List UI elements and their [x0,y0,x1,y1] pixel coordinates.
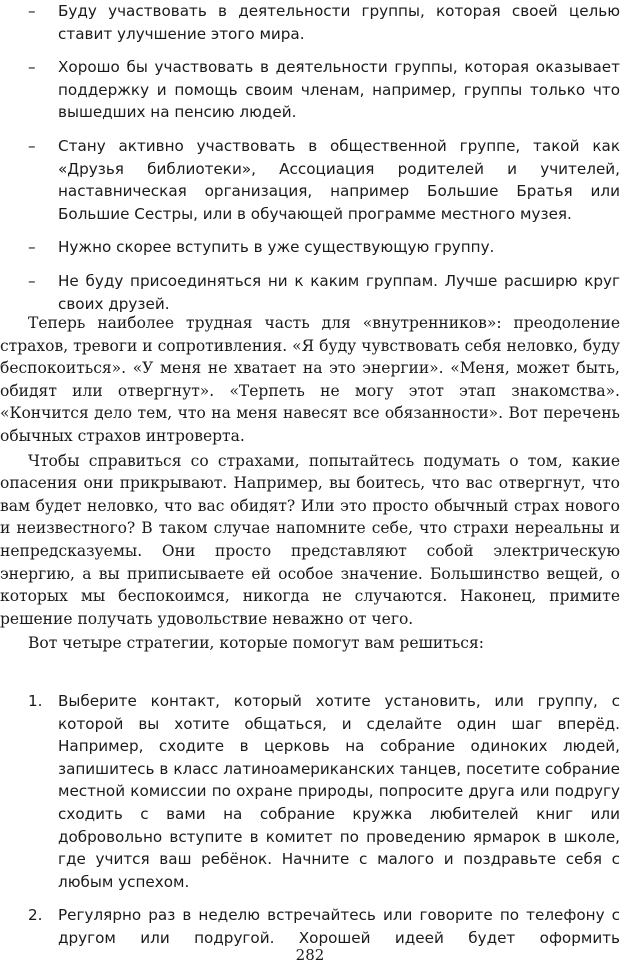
list-item [28,135,620,225]
dash-marker: – [28,238,36,257]
paragraph: Вот четыре стратегии, которые помогут вам решиться: [28,634,484,653]
paragraph: Теперь наиболее трудная часть для «внутренников»: преодоление страхов, тревоги и сопротивления. «Я буду чувствовать себя неловко, буду беспокоиться». «У меня не хватает на это энергии». «Меня, может быть, обидят или отвергнут». «Терпеть не могу этот этап знакомства». «Кончится дело тем, что на меня навесят все обязанности». Вот перечень обычных страхов интроверта. [0,314,620,445]
page-number: 282 [295,946,325,964]
list-item [28,236,620,259]
list-item-text: Нужно скорее вступить в уже существующую группу. [58,238,495,257]
list-item [28,270,620,315]
list-item [28,690,620,893]
list-item [28,0,620,45]
list-item-text: Выберите контакт, который хотите установить, или группу, с которой вы хотите общаться, и сделайте один шаг вперёд. Например, сходите в церковь на собрание одиноких людей, запишитесь в класс латиноамериканских танцев, посетите собрание местной комиссии по охране природы, попросите друга или подругу сходить с вами на собрание кружка любителей книг или добровольно вступите в комитет по проведению ярмарок в школе, где учится ваш ребёнок. Начните с малого и поздравьте себя с любым успехом. [58,692,620,891]
number-marker: 2. [28,906,43,925]
list-item-text: Буду участвовать в деятельности группы, которая своей целью ставит улучшение этого мира. [58,2,620,43]
paragraph: Чтобы справиться со страхами, попытайтесь подумать о том, какие опасения они прикрывают. Например, вы боитесь, что вас отвергнут, что вам будет неловко, что вас обидят? Или это просто обычный страх нового и неизвестного? В таком случае напомните себе, что страхи нереальны и непредсказуемы. Они просто представляют собой электрическую энергию, а вы приписываете ей особое значение. Большинство вещей, о которых мы беспокоимся, никогда не случаются. Наконец, примите решение получать удовольствие неважно от чего. [0,451,620,628]
number-marker: 1. [28,692,43,710]
list-item-text: Регулярно раз в неделю встречайтесь или говорите по телефону с другом или подругой. Хорошей идеей будет оформить [58,906,620,947]
dash-marker: – [28,2,36,20]
list-item-text: Не буду присоединяться ни к каким группам. Лучше расширю круг своих друзей. [58,271,620,313]
dash-marker: – [28,271,36,290]
list-item [28,56,620,124]
body-text [0,312,620,657]
dash-list [28,0,620,326]
numbered-list [28,690,620,961]
dash-marker: – [28,136,36,155]
dash-marker: – [28,58,36,77]
list-item [28,904,620,949]
list-item-text: Стану активно участвовать в общественной группе, такой как «Друзья библиотеки», Ассоциация родителей и учителей, наставническая организация, например Большие Братья или Большие Сестры, или в обучающей программе местного музея. [58,136,620,223]
list-item-text: Хорошо бы участвовать в деятельности группы, которая оказывает поддержку и помощь своим членам, например, группы только что вышедших на пенсию людей. [58,58,620,122]
